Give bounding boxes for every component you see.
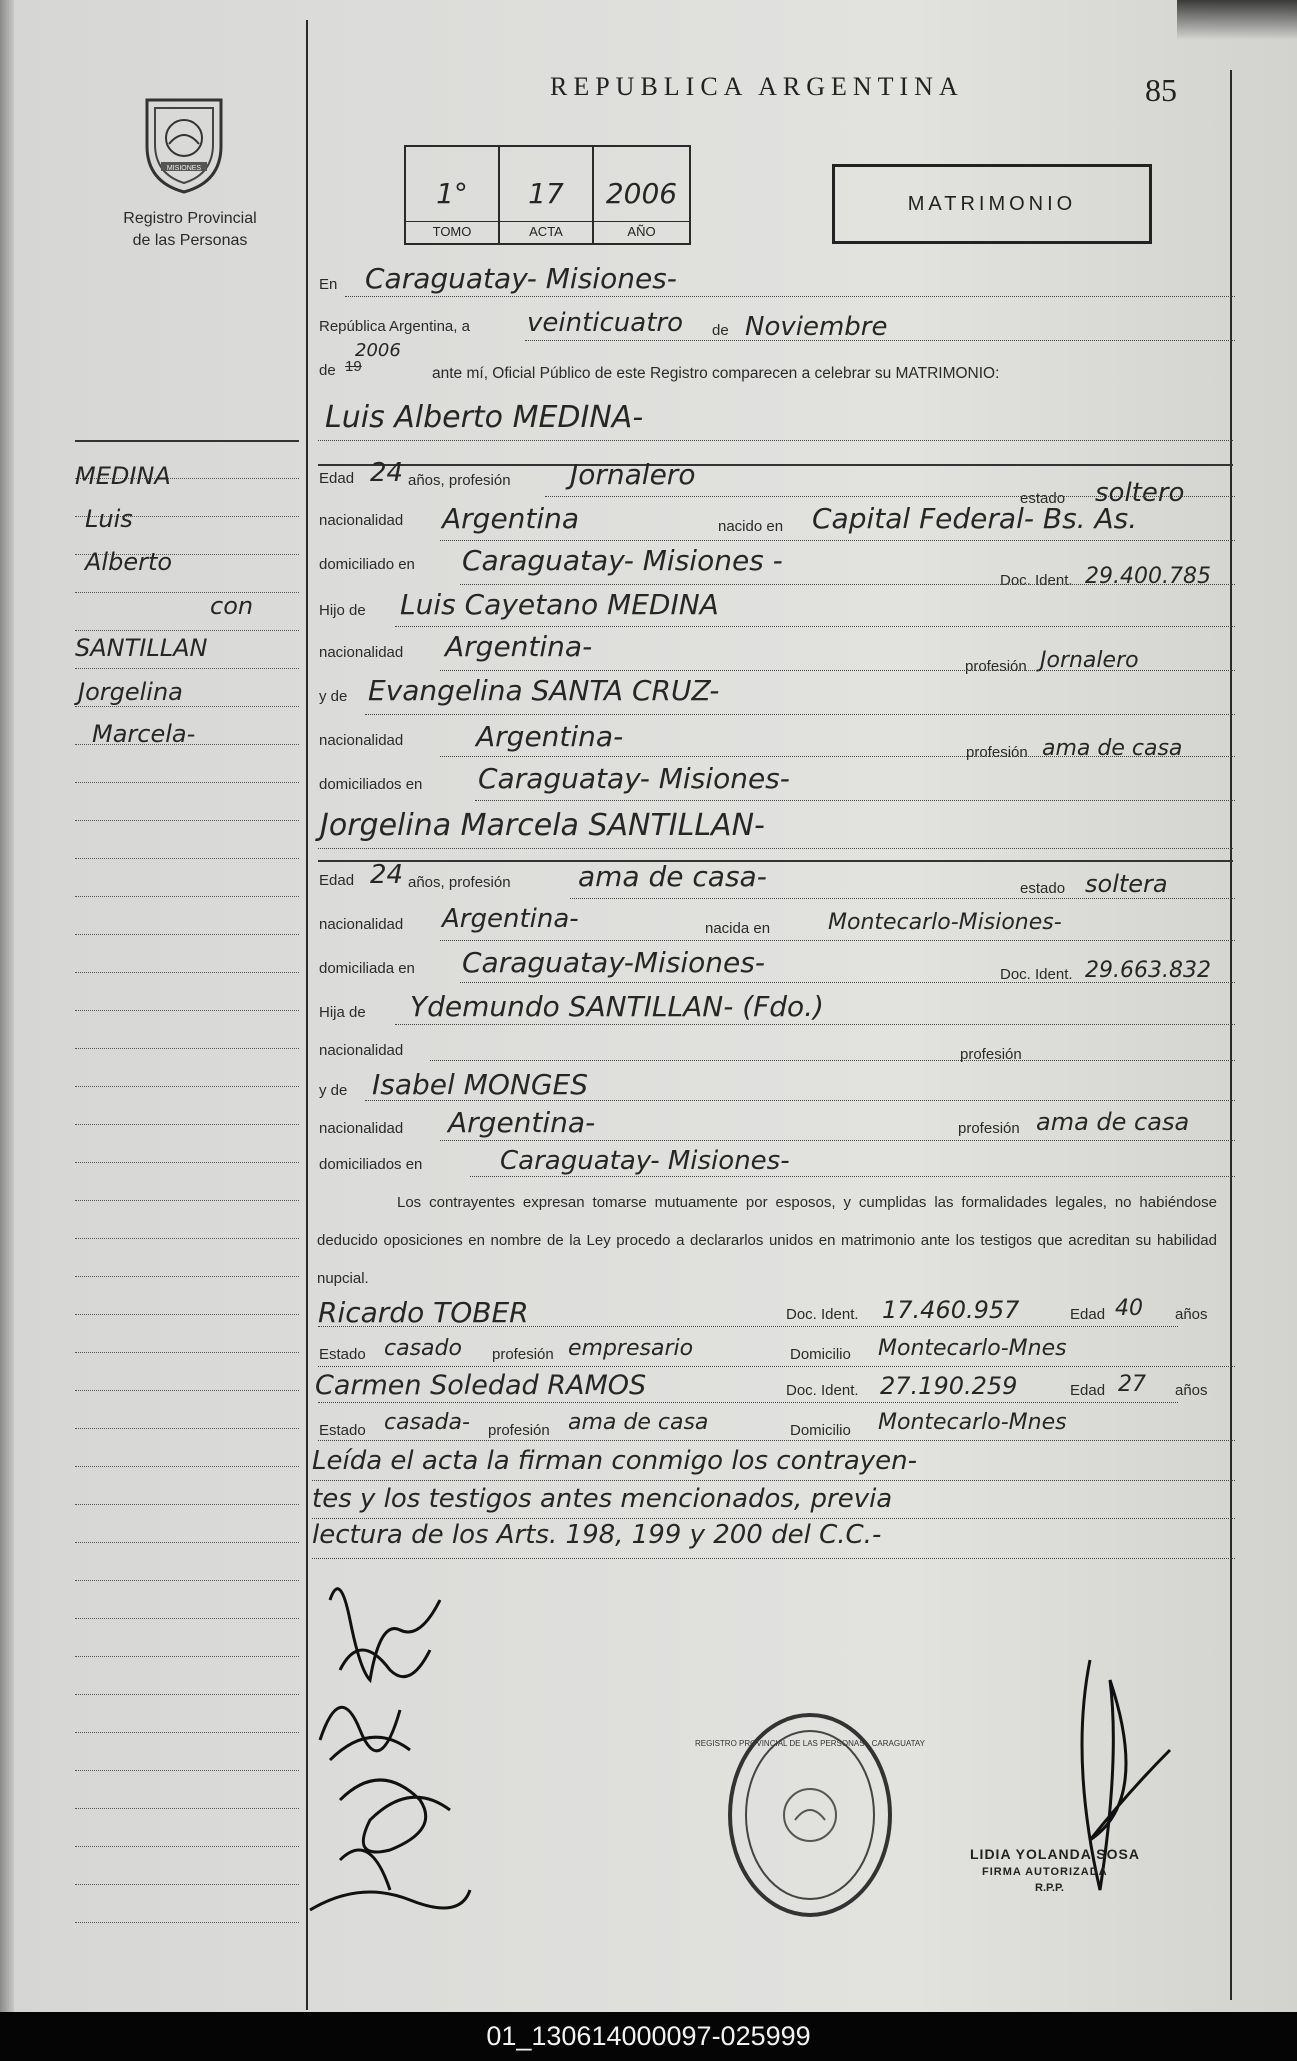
witness2-domicilio-label: Domicilio — [790, 1422, 851, 1439]
groom-line-1 — [545, 496, 1235, 497]
witness2-line-1 — [318, 1402, 1178, 1403]
margin-rule — [75, 1884, 299, 1885]
appearance-statement: ante mí, Oficial Público de este Registro comparecen a celebrar su MATRIMONIO: — [432, 365, 1000, 382]
groom-father: Luis Cayetano MEDINA — [400, 588, 719, 621]
month-value: Noviembre — [745, 312, 888, 342]
margin-rule — [75, 706, 299, 707]
official-office: R.P.P. — [1035, 1882, 1064, 1894]
official-seal-icon — [695, 1710, 925, 1920]
year-value: 2006 — [355, 340, 401, 361]
margin-rule — [75, 1276, 299, 1277]
margin-rule — [75, 668, 299, 669]
margin-rule — [75, 1314, 299, 1315]
closing-rule-3 — [312, 1558, 1235, 1559]
witness1-status: casado — [384, 1336, 462, 1361]
groom-hijo-label: Hijo de — [319, 602, 366, 619]
declaration-text: Los contrayentes expresan tomarse mutuamente por esposos, y cumplidas las formalidades legales, no habiéndose deducido oposiciones en nombre de la Ley procedo a declararlos unidos en matrimonio ante los testigos que acreditan su habilidad nupcial. — [317, 1194, 1217, 1287]
groom-line-2 — [440, 540, 1235, 541]
closing-rule-1 — [312, 1480, 1235, 1481]
bride-edad-label: Edad — [319, 872, 355, 889]
margin-rule — [75, 1162, 299, 1163]
margin-ruled-lines — [75, 440, 299, 2000]
margin-rule — [75, 896, 299, 897]
groom-nacido-label: nacido en — [718, 518, 784, 535]
margin-note-con: con — [210, 592, 254, 620]
ano-value: 2006 — [605, 177, 678, 210]
date-line — [525, 340, 1235, 341]
margin-rule — [75, 1124, 299, 1125]
groom-name-line — [318, 440, 1233, 441]
witness1-line-2 — [318, 1366, 1235, 1367]
groom-father-profesion-label: profesión — [965, 658, 1027, 675]
margin-rule — [75, 1770, 299, 1771]
groom-section-rule — [318, 464, 1233, 466]
witness2-age: 27 — [1118, 1372, 1146, 1397]
bride-line-2 — [440, 940, 1235, 941]
witness1-domicile: Montecarlo-Mnes — [878, 1336, 1067, 1361]
groom-status: soltero — [1095, 478, 1185, 508]
bride-name: Jorgelina Marcela SANTILLAN- — [320, 808, 765, 843]
margin-rule — [75, 1200, 299, 1201]
margin-rule — [75, 592, 299, 593]
bride-hija-label: Hija de — [319, 1004, 366, 1021]
groom-parents-domicile-label: domiciliados en — [319, 776, 423, 793]
tomo-value: 1° — [436, 177, 468, 210]
witness2-profession: ama de casa — [568, 1410, 709, 1435]
right-margin-line — [1230, 70, 1232, 2000]
groom-doc-label: Doc. Ident. — [1000, 572, 1073, 589]
groom-father-nacionalidad-label: nacionalidad — [319, 644, 404, 661]
margin-rule — [75, 1656, 299, 1657]
margin-rule — [75, 1922, 299, 1923]
witness2-status: casada- — [384, 1410, 470, 1435]
country-title: REPUBLICA ARGENTINA — [550, 72, 964, 101]
registry-name-line2: de las Personas — [132, 232, 248, 249]
groom-doc: 29.400.785 — [1085, 564, 1211, 589]
bride-parents-domicile-label: domiciliados en — [319, 1156, 423, 1173]
margin-note-bride-second-name: Marcela- — [92, 720, 196, 748]
bride-line-6 — [365, 1100, 1235, 1101]
margin-rule — [75, 1352, 299, 1353]
official-title: FIRMA AUTORIZADA — [982, 1866, 1108, 1878]
groom-father-nationality: Argentina- — [445, 630, 593, 663]
emblem-text: MISIONES — [166, 165, 202, 172]
bride-father: Ydemundo SANTILLAN- (Fdo.) — [410, 990, 824, 1023]
bride-mother-profesion-label: profesión — [958, 1120, 1020, 1137]
witness2-name: Carmen Soledad RAMOS — [315, 1370, 647, 1401]
margin-rule — [75, 1086, 299, 1087]
margin-rule — [75, 1466, 299, 1467]
groom-y-de-label: y de — [319, 688, 348, 705]
bride-domicile: Caraguatay-Misiones- — [462, 946, 765, 979]
closing-line-2: tes y los testigos antes mencionados, previa — [312, 1484, 893, 1514]
groom-mother-profesion-label: profesión — [966, 744, 1028, 761]
groom-age: 24 — [370, 458, 404, 488]
witness2-edad-label: Edad — [1070, 1382, 1106, 1399]
witness1-doc-label: Doc. Ident. — [786, 1306, 859, 1323]
document-type-box: MATRIMONIO — [832, 164, 1152, 244]
closing-rule-2 — [312, 1518, 1235, 1519]
bride-line-8 — [470, 1176, 1235, 1177]
bride-father-nacionalidad-label: nacionalidad — [319, 1042, 404, 1059]
margin-rule — [75, 1238, 299, 1239]
witness1-name: Ricardo TOBER — [318, 1296, 529, 1329]
bride-doc-label: Doc. Ident. — [1000, 966, 1073, 983]
margin-note-bride-first-name: Jorgelina — [78, 678, 183, 706]
bride-mother-nationality: Argentina- — [448, 1106, 596, 1139]
margin-rule — [75, 630, 299, 631]
bride-nacida-label: nacida en — [705, 920, 771, 937]
groom-domicile: Caraguatay- Misiones - — [462, 544, 783, 577]
acta-label: ACTA — [500, 221, 592, 239]
bride-mother-profession: ama de casa — [1036, 1108, 1190, 1136]
witness1-doc: 17.460.957 — [882, 1296, 1020, 1324]
bride-line-7 — [440, 1140, 1235, 1141]
groom-father-profession: Jornalero — [1040, 648, 1139, 673]
page-number: 85 — [1145, 72, 1177, 108]
acta-value: 17 — [528, 177, 564, 210]
place-value: Caraguatay- Misiones- — [365, 262, 677, 295]
margin-rule — [75, 1504, 299, 1505]
groom-parents-domicile: Caraguatay- Misiones- — [478, 762, 790, 795]
republic-label: República Argentina, a — [319, 318, 470, 335]
groom-line-3 — [460, 584, 1235, 585]
witness2-doc: 27.190.259 — [880, 1372, 1018, 1400]
witness1-profession: empresario — [568, 1336, 694, 1361]
day-value: veinticuatro — [527, 308, 683, 338]
ano-cell — [594, 147, 689, 243]
groom-mother: Evangelina SANTA CRUZ- — [368, 674, 720, 707]
groom-estado-label: estado — [1020, 490, 1066, 507]
witness2-anos-label: años — [1175, 1382, 1208, 1399]
groom-profession: Jornalero — [570, 458, 696, 491]
signatures-contracting-parties-icon — [300, 1560, 480, 1940]
year-struck: 19 — [345, 358, 362, 375]
acta-cell — [500, 147, 594, 243]
margin-rule — [75, 1694, 299, 1695]
en-label: En — [319, 276, 338, 293]
bride-estado-label: estado — [1020, 880, 1066, 897]
margin-rule — [75, 820, 299, 821]
groom-line-7 — [440, 756, 1235, 757]
scan-id-footer: 01_130614000097-025999 — [0, 2012, 1297, 2061]
registry-name-line1: Registro Provincial — [123, 210, 257, 227]
official-name: LIDIA YOLANDA SOSA — [970, 1846, 1140, 1862]
groom-mother-nacionalidad-label: nacionalidad — [319, 732, 404, 749]
groom-line-4 — [395, 626, 1235, 627]
groom-nacionalidad-label: nacionalidad — [319, 512, 404, 529]
groom-line-8 — [475, 800, 1235, 801]
place-line — [345, 296, 1235, 297]
bride-birthplace: Montecarlo-Misiones- — [828, 910, 1062, 935]
groom-line-6 — [365, 714, 1235, 715]
groom-mother-nationality: Argentina- — [476, 720, 624, 753]
bride-y-de-label: y de — [319, 1082, 348, 1099]
bride-line-5 — [430, 1060, 1235, 1061]
bride-nacionalidad-label: nacionalidad — [319, 916, 404, 933]
ano-label: AÑO — [594, 221, 689, 239]
bride-nationality: Argentina- — [442, 904, 579, 934]
bride-age: 24 — [370, 860, 404, 890]
tomo-label: TOMO — [406, 221, 498, 239]
witness1-domicilio-label: Domicilio — [790, 1346, 851, 1363]
bride-profession: ama de casa- — [578, 860, 767, 893]
bride-mother: Isabel MONGES — [372, 1068, 588, 1101]
bride-line-4 — [395, 1024, 1235, 1025]
witness1-anos-label: años — [1175, 1306, 1208, 1323]
groom-profesion-label: años, profesión — [408, 472, 511, 489]
groom-birthplace: Capital Federal- Bs. As. — [812, 502, 1138, 535]
closing-line-3: lectura de los Arts. 198, 199 y 200 del C.C.- — [312, 1520, 882, 1550]
margin-rule — [75, 858, 299, 859]
de-label: de — [712, 322, 729, 339]
bride-line-1 — [570, 898, 1235, 899]
groom-edad-label: Edad — [319, 470, 355, 487]
official-signature-icon — [1030, 1640, 1190, 1940]
margin-rule — [75, 934, 299, 935]
bride-father-profesion-label: profesión — [960, 1046, 1022, 1063]
margin-note-surname: MEDINA — [75, 462, 171, 490]
witness1-edad-label: Edad — [1070, 1306, 1106, 1323]
bride-doc: 29.663.832 — [1085, 958, 1211, 983]
margin-note-bride-surname: SANTILLAN — [75, 634, 208, 662]
bride-mother-nacionalidad-label: nacionalidad — [319, 1120, 404, 1137]
groom-domiciliado-label: domiciliado en — [319, 556, 415, 573]
bride-parents-domicile: Caraguatay- Misiones- — [500, 1146, 790, 1176]
bride-section-rule — [318, 860, 1233, 862]
witness2-domicile: Montecarlo-Mnes — [878, 1410, 1067, 1435]
witness2-line-2 — [318, 1440, 1235, 1441]
groom-mother-profession: ama de casa — [1042, 736, 1183, 761]
bride-status: soltera — [1085, 870, 1168, 898]
margin-rule — [75, 1846, 299, 1847]
margin-rule — [75, 1808, 299, 1809]
witness2-estado-label: Estado — [319, 1422, 366, 1439]
witness1-line-1 — [318, 1326, 1178, 1327]
groom-line-5 — [440, 670, 1235, 671]
witness1-age: 40 — [1115, 1296, 1143, 1321]
registry-emblem-icon — [137, 86, 231, 194]
seal-text: REGISTRO PROVINCIAL DE LAS PERSONAS · CARAGUATAY — [695, 1739, 925, 1748]
margin-rule — [75, 1542, 299, 1543]
margin-note-second-name: Alberto — [85, 548, 173, 576]
bride-domiciliada-label: domiciliada en — [319, 960, 415, 977]
closing-line-1: Leída el acta la firman conmigo los contrayen- — [312, 1446, 918, 1476]
bride-profesion-label: años, profesión — [408, 874, 511, 891]
tomo-cell — [406, 147, 500, 243]
margin-rule — [75, 1428, 299, 1429]
bride-name-line — [318, 848, 1233, 849]
bride-line-3 — [460, 982, 1235, 983]
groom-nationality: Argentina — [442, 502, 580, 535]
margin-rule — [75, 1618, 299, 1619]
margin-rule — [75, 1010, 299, 1011]
margin-rule — [75, 1732, 299, 1733]
witness2-profesion-label: profesión — [488, 1422, 550, 1439]
year-prefix: de — [319, 362, 336, 379]
margin-rule — [75, 1048, 299, 1049]
margin-rule — [75, 782, 299, 783]
margin-rule — [75, 972, 299, 973]
groom-name: Luis Alberto MEDINA- — [325, 400, 644, 435]
witness1-profesion-label: profesión — [492, 1346, 554, 1363]
witness2-doc-label: Doc. Ident. — [786, 1382, 859, 1399]
margin-rule — [75, 1390, 299, 1391]
margin-note-first-name: Luis — [85, 505, 133, 533]
witness1-estado-label: Estado — [319, 1346, 366, 1363]
margin-rule — [75, 1580, 299, 1581]
book-reference-box — [404, 145, 691, 245]
